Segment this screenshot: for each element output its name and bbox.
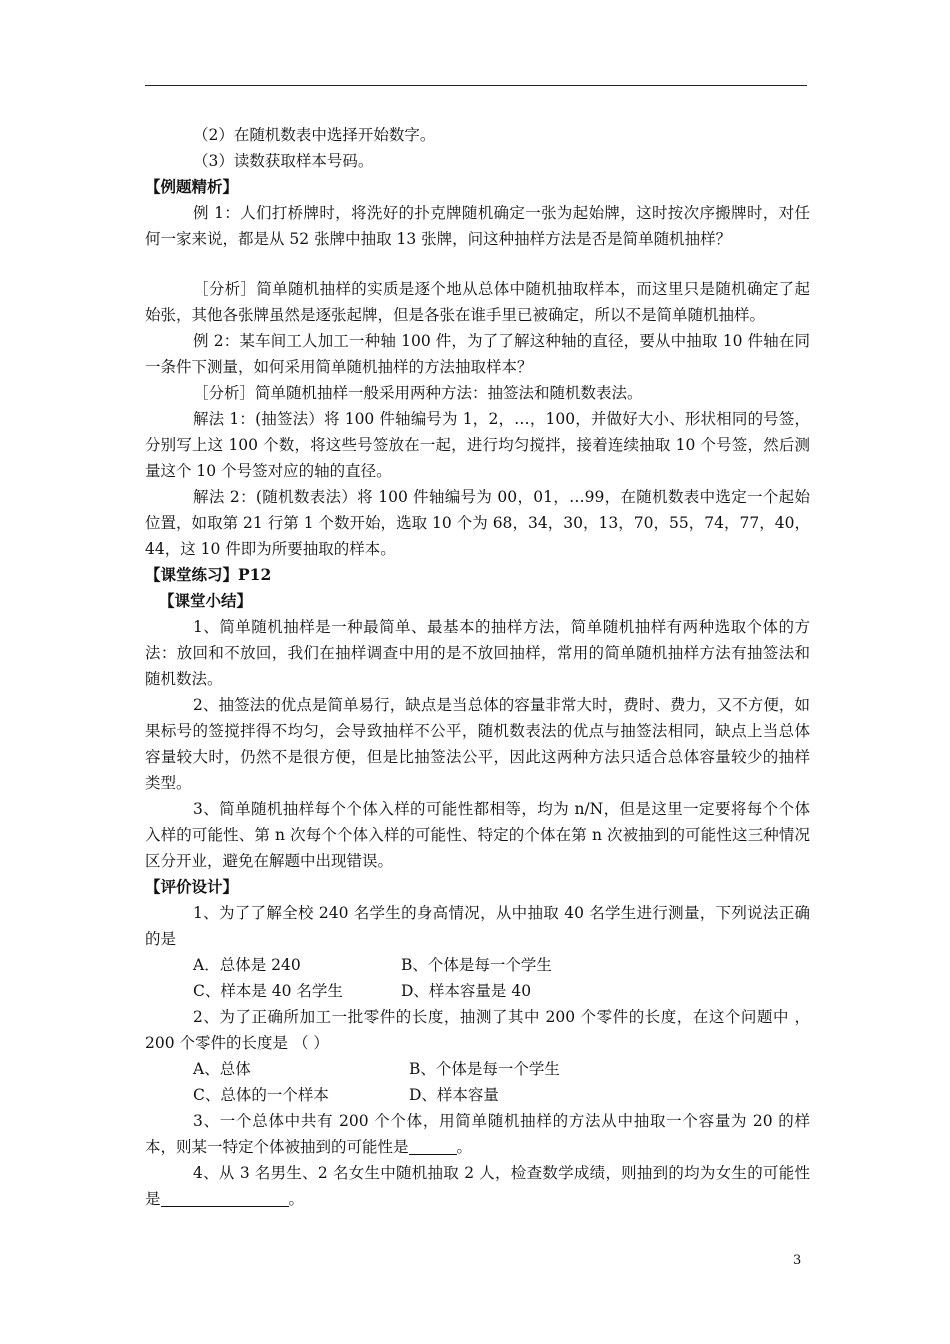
question-4-end: 。 <box>288 1190 305 1208</box>
answer-blank[interactable] <box>409 1136 457 1155</box>
examples-heading: 【例题精析】 <box>145 177 239 196</box>
step-2: （2）在随机数表中选择开始数字。 <box>193 126 436 144</box>
question-2-options-row-1 <box>145 1056 810 1082</box>
question-2-options-row-2 <box>145 1082 810 1108</box>
summary-heading: 【课堂小结】 <box>159 591 253 610</box>
step-3: （3）读数获取样本号码。 <box>193 152 374 170</box>
example-2-analysis: ［分析］简单随机抽样一般采用两种方法：抽签法和随机数表法。 <box>193 384 643 402</box>
question-4-text: 4、从 3 名男生、2 名女生中随机抽取 2 人，检查数学成绩，则抽到的均为女生的可能性是 <box>145 1164 810 1208</box>
question-2: 2、为了正确所加工一批零件的长度，抽测了其中 200 个零件的长度，在这个问题中 ，200 个零件的长度是 （ ） <box>145 1008 810 1052</box>
option-d: D、样本容量 <box>409 1086 499 1104</box>
question-1-options-row-2 <box>145 978 810 1004</box>
answer-blank[interactable] <box>161 1188 289 1207</box>
practice-heading: 【课堂练习】P12 <box>145 565 272 584</box>
spacer <box>145 252 810 276</box>
question-3-text: 3、一个总体中共有 200 个个体，用简单随机抽样的方法从中抽取一个容量为 20 的样本，则某一特定个体被抽到的可能性是 <box>145 1112 810 1156</box>
example-2: 例 2：某车间工人加工一种轴 100 件，为了了解这种轴的直径，要从中抽取 10 件轴在同一条件下测量，如何采用简单随机抽样的方法抽取样本？ <box>145 332 810 376</box>
example-1: 例 1：人们打桥牌时，将洗好的扑克牌随机确定一张为起始牌，这时按次序搬牌时，对任何一家来说，都是从 52 张牌中抽取 13 张牌，问这种抽样方法是否是简单随机抽样？ <box>145 204 810 248</box>
question-1: 1、为了了解全校 240 名学生的身高情况，从中抽取 40 名学生进行测量，下列说法正确的是 <box>145 904 810 948</box>
option-c: C、样本是 40 名学生 <box>193 982 343 1000</box>
question-3-end: 。 <box>456 1138 473 1156</box>
question-4 <box>145 1160 810 1212</box>
question-1-options-row-1 <box>145 952 810 978</box>
option-d: D、样本容量是 40 <box>401 982 532 1000</box>
summary-1: 1、简单随机抽样是一种最简单、最基本的抽样方法，简单随机抽样有两种选取个体的方法：放回和不放回，我们在抽样调查中用的是不放回抽样，常用的简单随机抽样方法有抽签法和随机数法。 <box>145 618 810 688</box>
solution-1: 解法 1：(抽签法）将 100 件轴编号为 1，2，…，100，并做好大小、形状相同的号签，分别写上这 100 个数，将这些号签放在一起，进行均匀搅拌，接着连续抽取 10 个号签，然后测量这个 10 个号签对应的轴的直径。 <box>145 410 810 480</box>
header-rule <box>145 85 807 86</box>
option-a: A、总体 <box>193 1060 251 1078</box>
solution-2: 解法 2：(随机数表法）将 100 件轴编号为 00，01，…99，在随机数表中选定一个起始位置，如取第 21 行第 1 个数开始，选取 10 个为 68，34，30，13，70，55，74，77，40，44，这 10 件即为所要抽取的样本。 <box>145 488 810 558</box>
option-b: B、个体是每一个学生 <box>409 1060 560 1078</box>
summary-2: 2、抽签法的优点是简单易行，缺点是当总体的容量非常大时，费时、费力，又不方便，如果标号的签搅拌得不均匀，会导致抽样不公平，随机数表法的优点与抽签法相同，缺点上当总体容量较大时，仍然不是很方便，但是比抽签法公平，因此这两种方法只适合总体容量较少的抽样类型。 <box>145 696 810 792</box>
document-body <box>145 122 810 1212</box>
evaluation-heading: 【评价设计】 <box>145 877 239 896</box>
example-1-analysis: ［分析］简单随机抽样的实质是逐个地从总体中随机抽取样本，而这里只是随机确定了起始张，其他各张牌虽然是逐张起牌，但是各张在谁手里已被确定，所以不是简单随机抽样。 <box>145 280 810 324</box>
page-number: 3 <box>793 1253 802 1268</box>
option-c: C、总体的一个样本 <box>193 1086 329 1104</box>
option-a: A．总体是 240 <box>193 956 301 974</box>
summary-3: 3、简单随机抽样每个个体入样的可能性都相等，均为 n/N，但是这里一定要将每个个体入样的可能性、第 n 次每个个体入样的可能性、特定的个体在第 n 次被抽到的可能性这三种情况区分开业，避免在解题中出现错误。 <box>145 800 810 870</box>
question-3 <box>145 1108 810 1160</box>
option-b: B、个体是每一个学生 <box>401 956 552 974</box>
